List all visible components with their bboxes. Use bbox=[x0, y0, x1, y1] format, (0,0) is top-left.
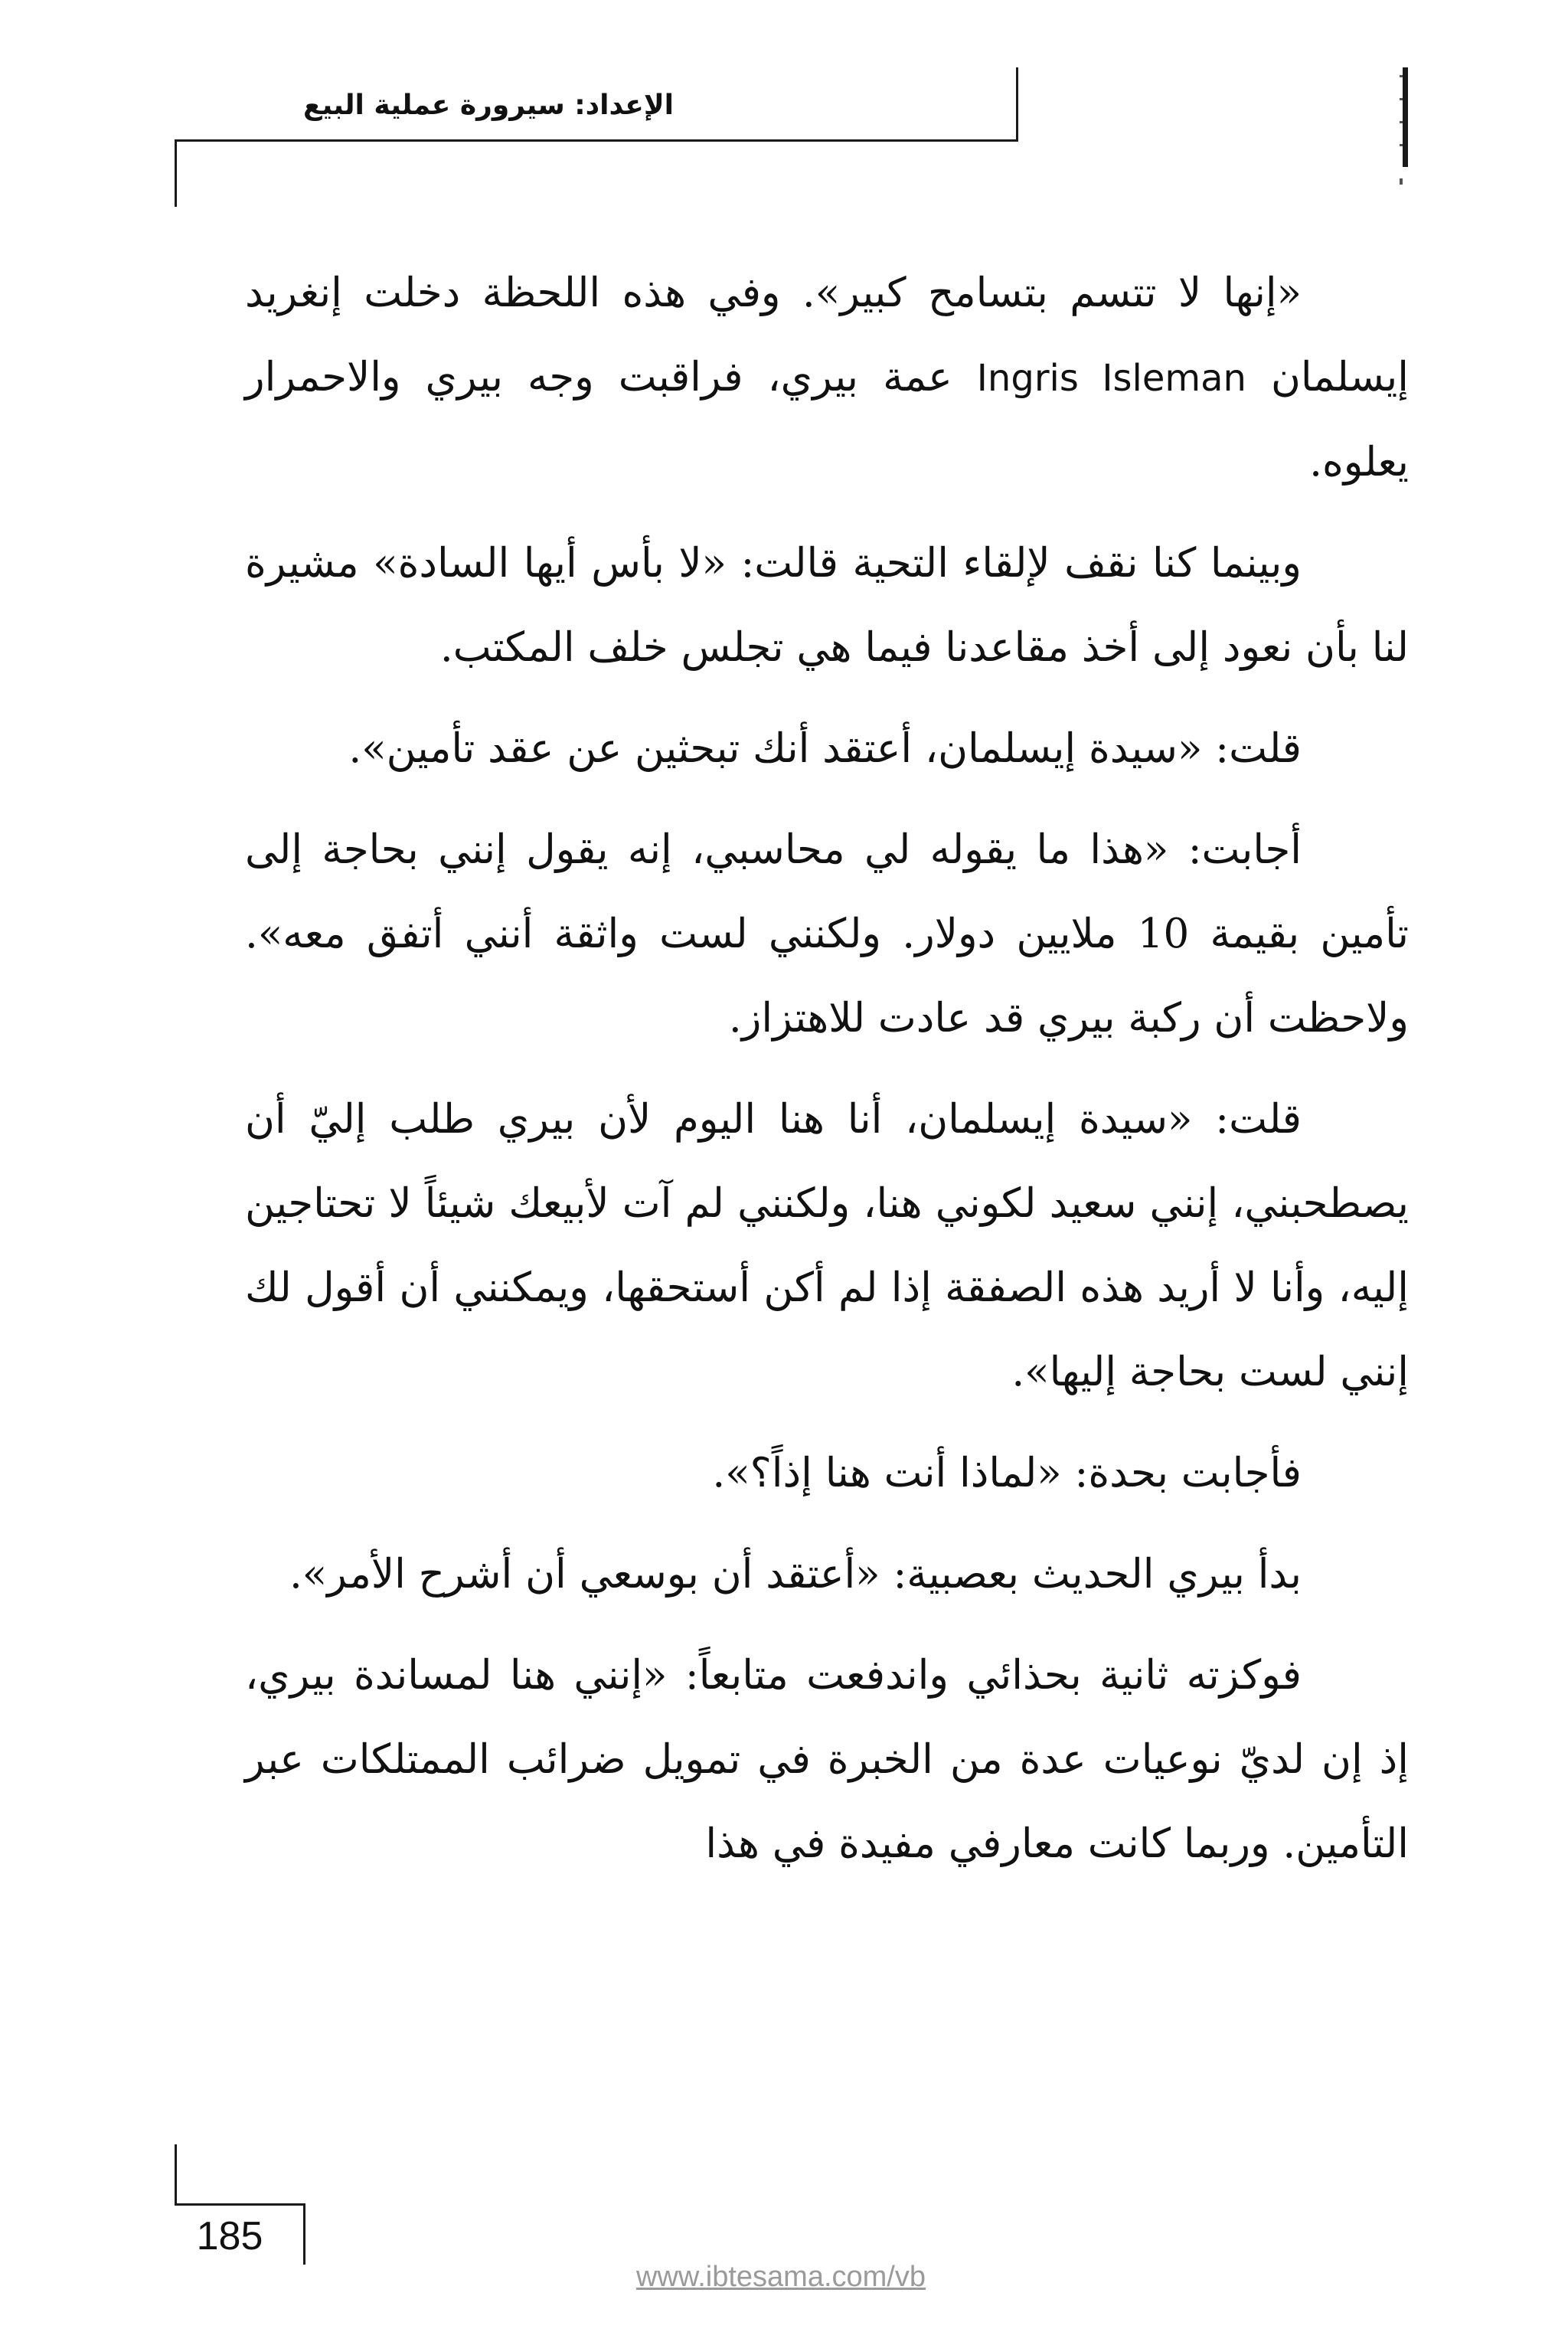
corner-crop-marks bbox=[1400, 67, 1409, 190]
running-header-title: الإعداد: سيرورة عملية البيع bbox=[303, 90, 674, 121]
paragraph-4: أجابت: «هذا ما يقوله لي محاسبي، إنه يقول إنني بحاجة إلى تأمين بقيمة 10 ملايين دولار. ولكنني لست واثقة أنني أتفق معه». ولاحظت أن ركبة بيري قد عادت للاهتزاز. bbox=[245, 826, 1409, 1042]
footer-right-tick bbox=[303, 2203, 305, 2265]
paragraph-2: وبينما كنا نقف لإلقاء التحية قالت: «لا بأس أيها السادة» مشيرة لنا بأن نعود إلى أخذ مقاعدنا فيما هي تجلس خلف المكتب. bbox=[245, 540, 1409, 671]
page-number: 185 bbox=[196, 2214, 263, 2258]
paragraph-1-part-c: عمة بيري، فراقبت وجه بيري والاحمرار يعلوه. bbox=[245, 354, 1409, 486]
paragraph-8: فوكزته ثانية بحذائي واندفعت متابعاً: «إنني هنا لمساندة بيري، إذ إن لديّ نوعيات عدة من الخبرة في تمويل ضرائب الممتلكات عبر التأمين. وربما كانت معارفي مفيدة في هذا bbox=[245, 1652, 1409, 1867]
paragraph-1 bbox=[245, 251, 1409, 505]
header-left-connector bbox=[175, 139, 232, 142]
paragraph-7: بدأ بيري الحديث بعصبية: «أعتقد أن بوسعي أن أشرح الأمر». bbox=[289, 1551, 1302, 1598]
footer-left-tick bbox=[175, 2144, 177, 2206]
page-body bbox=[245, 251, 1409, 1903]
header-top-rule bbox=[230, 139, 1018, 142]
header-right-tick bbox=[1016, 67, 1018, 142]
paragraph-3: قلت: «سيدة إيسلمان، أعتقد أنك تبحثين عن عقد تأمين». bbox=[348, 725, 1302, 772]
paragraph-1-part-a: «إنها لا تتسم بتسامح كبير». وفي هذه اللحظة دخلت إنغريد إيسلمان bbox=[245, 270, 1409, 401]
watermark-link[interactable]: www.ibtesama.com/vb bbox=[635, 2261, 926, 2293]
paragraph-5: قلت: «سيدة إيسلمان، أنا هنا اليوم لأن بيري طلب إليّ أن يصطحبني، إنني سعيد لكوني هنا، ولكنني لم آت لأبيعك شيئاً لا تحتاجين إليه، وأنا لا أريد هذه الصفقة إذا لم أكن أستحقها، ويمكنني أن أقول لك إنني لست بحاجة إليها». bbox=[245, 1096, 1409, 1395]
paragraph-6: فأجابت بحدة: «لماذا أنت هنا إذاً؟». bbox=[712, 1450, 1302, 1496]
footer-rule bbox=[175, 2203, 305, 2206]
header-left-tick bbox=[175, 139, 177, 207]
latin-name: Ingris Isleman bbox=[976, 357, 1246, 400]
